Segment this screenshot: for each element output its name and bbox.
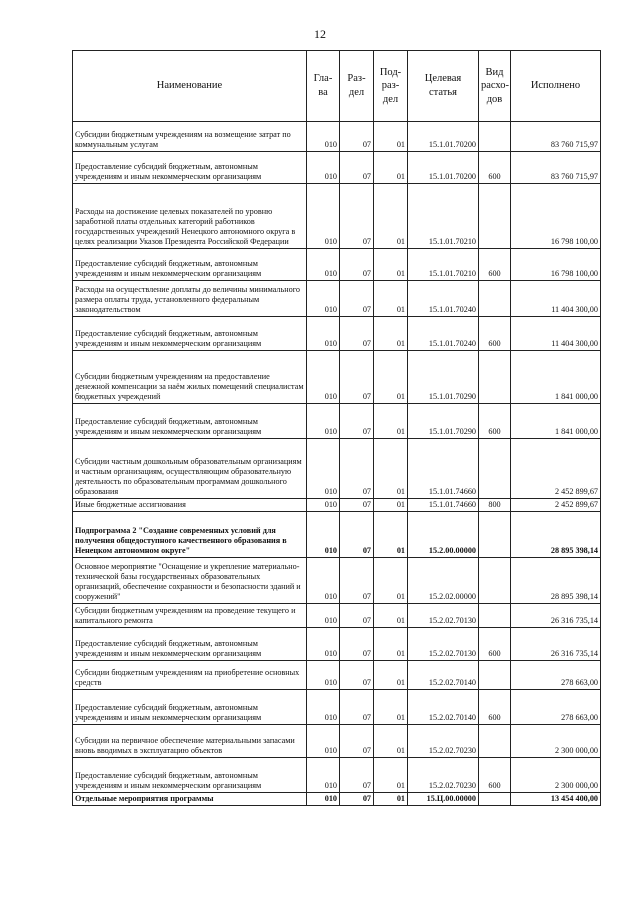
row-vid-cell <box>479 512 511 558</box>
row-razdel-cell: 07 <box>340 758 374 793</box>
row-done-cell: 1 841 000,00 <box>511 351 601 404</box>
row-glava-cell: 010 <box>307 351 340 404</box>
row-target-cell: 15.1.01.70290 <box>408 404 479 439</box>
row-vid-cell: 600 <box>479 317 511 351</box>
row-vid-cell <box>479 661 511 690</box>
table-row <box>73 317 601 351</box>
row-glava-cell: 010 <box>307 184 340 249</box>
table-row <box>73 558 601 604</box>
row-done-cell: 28 895 398,14 <box>511 512 601 558</box>
row-target-cell: 15.2.02.70130 <box>408 628 479 661</box>
row-name-cell: Предоставление субсидий бюджетным, автономным учреждениям и иным некоммерческим организациям <box>73 317 307 351</box>
row-target-cell: 15.2.02.70230 <box>408 725 479 758</box>
row-target-cell: 15.2.02.70140 <box>408 661 479 690</box>
row-name-cell: Расходы на осуществление доплаты до величины минимального размера оплаты труда, установленного федеральным законодательством <box>73 281 307 317</box>
row-done-cell: 16 798 100,00 <box>511 249 601 281</box>
row-glava-cell: 010 <box>307 152 340 184</box>
row-glava-cell: 010 <box>307 725 340 758</box>
header-name: Наименование <box>73 51 307 122</box>
row-glava-cell: 010 <box>307 439 340 499</box>
row-razdel-cell: 07 <box>340 184 374 249</box>
row-target-cell: 15.1.01.74660 <box>408 499 479 512</box>
row-vid-cell <box>479 281 511 317</box>
row-vid-cell: 800 <box>479 499 511 512</box>
row-target-cell: 15.1.01.70200 <box>408 152 479 184</box>
row-done-cell: 2 300 000,00 <box>511 758 601 793</box>
row-razdel-cell: 07 <box>340 690 374 725</box>
row-done-cell: 83 760 715,97 <box>511 152 601 184</box>
row-podrazdel-cell: 01 <box>374 690 408 725</box>
row-glava-cell: 010 <box>307 661 340 690</box>
row-glava-cell: 010 <box>307 690 340 725</box>
row-done-cell: 2 452 899,67 <box>511 439 601 499</box>
row-podrazdel-cell: 01 <box>374 184 408 249</box>
row-name-cell: Предоставление субсидий бюджетным, автономным учреждениям и иным некоммерческим организациям <box>73 628 307 661</box>
row-name-cell: Подпрограмма 2 "Создание современных условий для получения общедоступного качественного образования в Ненецком автономном округе" <box>73 512 307 558</box>
row-razdel-cell: 07 <box>340 628 374 661</box>
row-glava-cell: 010 <box>307 628 340 661</box>
row-vid-cell <box>479 793 511 806</box>
row-target-cell: 15.2.02.00000 <box>408 558 479 604</box>
row-name-cell: Субсидии бюджетным учреждениям на проведение текущего и капитального ремонта <box>73 604 307 628</box>
row-name-cell: Основное мероприятие "Оснащение и укрепление материально-технической базы государственных образовательных организаций, обеспечение сохранности и безопасности зданий и сооружений" <box>73 558 307 604</box>
row-razdel-cell: 07 <box>340 499 374 512</box>
row-name-cell: Отдельные мероприятия программы <box>73 793 307 806</box>
table-row <box>73 122 601 152</box>
row-name-cell: Субсидии бюджетным учреждениям на предоставление денежной компенсации за наём жилых помещений специалистам бюджетных учреждений <box>73 351 307 404</box>
row-vid-cell: 600 <box>479 404 511 439</box>
row-podrazdel-cell: 01 <box>374 558 408 604</box>
row-podrazdel-cell: 01 <box>374 281 408 317</box>
row-glava-cell: 010 <box>307 122 340 152</box>
row-target-cell: 15.2.00.00000 <box>408 512 479 558</box>
row-vid-cell: 600 <box>479 628 511 661</box>
row-podrazdel-cell: 01 <box>374 725 408 758</box>
row-razdel-cell: 07 <box>340 249 374 281</box>
row-done-cell: 28 895 398,14 <box>511 558 601 604</box>
row-name-cell: Предоставление субсидий бюджетным, автономным учреждениям и иным некоммерческим организациям <box>73 152 307 184</box>
row-name-cell: Субсидии на первичное обеспечение материальными запасами вновь вводимых в эксплуатацию объектов <box>73 725 307 758</box>
row-vid-cell: 600 <box>479 249 511 281</box>
row-glava-cell: 010 <box>307 249 340 281</box>
row-done-cell: 2 300 000,00 <box>511 725 601 758</box>
row-vid-cell <box>479 439 511 499</box>
row-target-cell: 15.1.01.70240 <box>408 317 479 351</box>
row-razdel-cell: 07 <box>340 558 374 604</box>
row-name-cell: Субсидии бюджетным учреждениям на приобретение основных средств <box>73 661 307 690</box>
row-done-cell: 11 404 300,00 <box>511 317 601 351</box>
row-target-cell: 15.1.01.70210 <box>408 249 479 281</box>
row-vid-cell <box>479 122 511 152</box>
row-vid-cell <box>479 184 511 249</box>
row-name-cell: Предоставление субсидий бюджетным, автономным учреждениям и иным некоммерческим организациям <box>73 404 307 439</box>
row-target-cell: 15.2.02.70140 <box>408 690 479 725</box>
row-done-cell: 26 316 735,14 <box>511 628 601 661</box>
row-glava-cell: 010 <box>307 604 340 628</box>
header-vid: Вид расхо- дов <box>479 51 511 122</box>
row-done-cell: 2 452 899,67 <box>511 499 601 512</box>
row-podrazdel-cell: 01 <box>374 439 408 499</box>
header-razdel: Раз- дел <box>340 51 374 122</box>
header-done: Исполнено <box>511 51 601 122</box>
row-vid-cell: 600 <box>479 690 511 725</box>
row-razdel-cell: 07 <box>340 317 374 351</box>
table-row <box>73 604 601 628</box>
row-glava-cell: 010 <box>307 317 340 351</box>
row-podrazdel-cell: 01 <box>374 604 408 628</box>
header-target: Целевая статья <box>408 51 479 122</box>
row-done-cell: 83 760 715,97 <box>511 122 601 152</box>
row-razdel-cell: 07 <box>340 793 374 806</box>
row-podrazdel-cell: 01 <box>374 122 408 152</box>
row-vid-cell <box>479 351 511 404</box>
row-podrazdel-cell: 01 <box>374 317 408 351</box>
row-razdel-cell: 07 <box>340 404 374 439</box>
row-name-cell: Расходы на достижение целевых показателей по уровню заработной платы отдельных категорий работников государственных учреждений Ненецкого автономного округа в целях реализации Указов Президента Российской Федерации <box>73 184 307 249</box>
row-glava-cell: 010 <box>307 512 340 558</box>
row-done-cell: 278 663,00 <box>511 661 601 690</box>
row-done-cell: 278 663,00 <box>511 690 601 725</box>
table-row <box>73 690 601 725</box>
row-vid-cell <box>479 604 511 628</box>
row-vid-cell <box>479 558 511 604</box>
table-row <box>73 152 601 184</box>
row-vid-cell <box>479 725 511 758</box>
table-row <box>73 758 601 793</box>
row-done-cell: 13 454 400,00 <box>511 793 601 806</box>
row-razdel-cell: 07 <box>340 725 374 758</box>
table-row <box>73 499 601 512</box>
row-target-cell: 15.1.01.70240 <box>408 281 479 317</box>
row-podrazdel-cell: 01 <box>374 758 408 793</box>
row-done-cell: 16 798 100,00 <box>511 184 601 249</box>
row-name-cell: Предоставление субсидий бюджетным, автономным учреждениям и иным некоммерческим организациям <box>73 690 307 725</box>
page-number: 12 <box>314 27 326 41</box>
row-podrazdel-cell: 01 <box>374 152 408 184</box>
row-target-cell: 15.1.01.70290 <box>408 351 479 404</box>
row-vid-cell: 600 <box>479 152 511 184</box>
row-razdel-cell: 07 <box>340 351 374 404</box>
table-row <box>73 725 601 758</box>
row-podrazdel-cell: 01 <box>374 512 408 558</box>
row-target-cell: 15.Ц.00.00000 <box>408 793 479 806</box>
row-razdel-cell: 07 <box>340 122 374 152</box>
row-podrazdel-cell: 01 <box>374 404 408 439</box>
table-row <box>73 351 601 404</box>
row-glava-cell: 010 <box>307 793 340 806</box>
row-glava-cell: 010 <box>307 499 340 512</box>
table-row <box>73 404 601 439</box>
row-name-cell: Иные бюджетные ассигнования <box>73 499 307 512</box>
header-podrazdel: Под- раз- дел <box>374 51 408 122</box>
row-glava-cell: 010 <box>307 281 340 317</box>
budget-table <box>72 50 601 806</box>
row-podrazdel-cell: 01 <box>374 499 408 512</box>
row-podrazdel-cell: 01 <box>374 661 408 690</box>
row-done-cell: 1 841 000,00 <box>511 404 601 439</box>
row-name-cell: Субсидии частным дошкольным образовательным организациям и частным организациям, осуществляющим образовательную деятельность по образовательным программам дошкольного образования <box>73 439 307 499</box>
row-razdel-cell: 07 <box>340 512 374 558</box>
row-razdel-cell: 07 <box>340 152 374 184</box>
row-done-cell: 11 404 300,00 <box>511 281 601 317</box>
header-glava: Гла- ва <box>307 51 340 122</box>
header-row <box>73 51 601 122</box>
table-row <box>73 793 601 806</box>
table-row <box>73 628 601 661</box>
row-target-cell: 15.1.01.74660 <box>408 439 479 499</box>
table-row <box>73 281 601 317</box>
row-glava-cell: 010 <box>307 758 340 793</box>
row-razdel-cell: 07 <box>340 439 374 499</box>
table-row <box>73 439 601 499</box>
row-target-cell: 15.1.01.70200 <box>408 122 479 152</box>
row-done-cell: 26 316 735,14 <box>511 604 601 628</box>
row-podrazdel-cell: 01 <box>374 793 408 806</box>
table-row <box>73 249 601 281</box>
row-podrazdel-cell: 01 <box>374 351 408 404</box>
table-row <box>73 661 601 690</box>
row-name-cell: Предоставление субсидий бюджетным, автономным учреждениям и иным некоммерческим организациям <box>73 758 307 793</box>
row-target-cell: 15.1.01.70210 <box>408 184 479 249</box>
row-name-cell: Предоставление субсидий бюджетным, автономным учреждениям и иным некоммерческим организациям <box>73 249 307 281</box>
row-podrazdel-cell: 01 <box>374 628 408 661</box>
row-glava-cell: 010 <box>307 558 340 604</box>
row-target-cell: 15.2.02.70230 <box>408 758 479 793</box>
row-razdel-cell: 07 <box>340 604 374 628</box>
table-row <box>73 184 601 249</box>
row-name-cell: Субсидии бюджетным учреждениям на возмещение затрат по коммунальным услугам <box>73 122 307 152</box>
row-glava-cell: 010 <box>307 404 340 439</box>
row-vid-cell: 600 <box>479 758 511 793</box>
row-razdel-cell: 07 <box>340 661 374 690</box>
table-row <box>73 512 601 558</box>
row-razdel-cell: 07 <box>340 281 374 317</box>
row-podrazdel-cell: 01 <box>374 249 408 281</box>
row-target-cell: 15.2.02.70130 <box>408 604 479 628</box>
